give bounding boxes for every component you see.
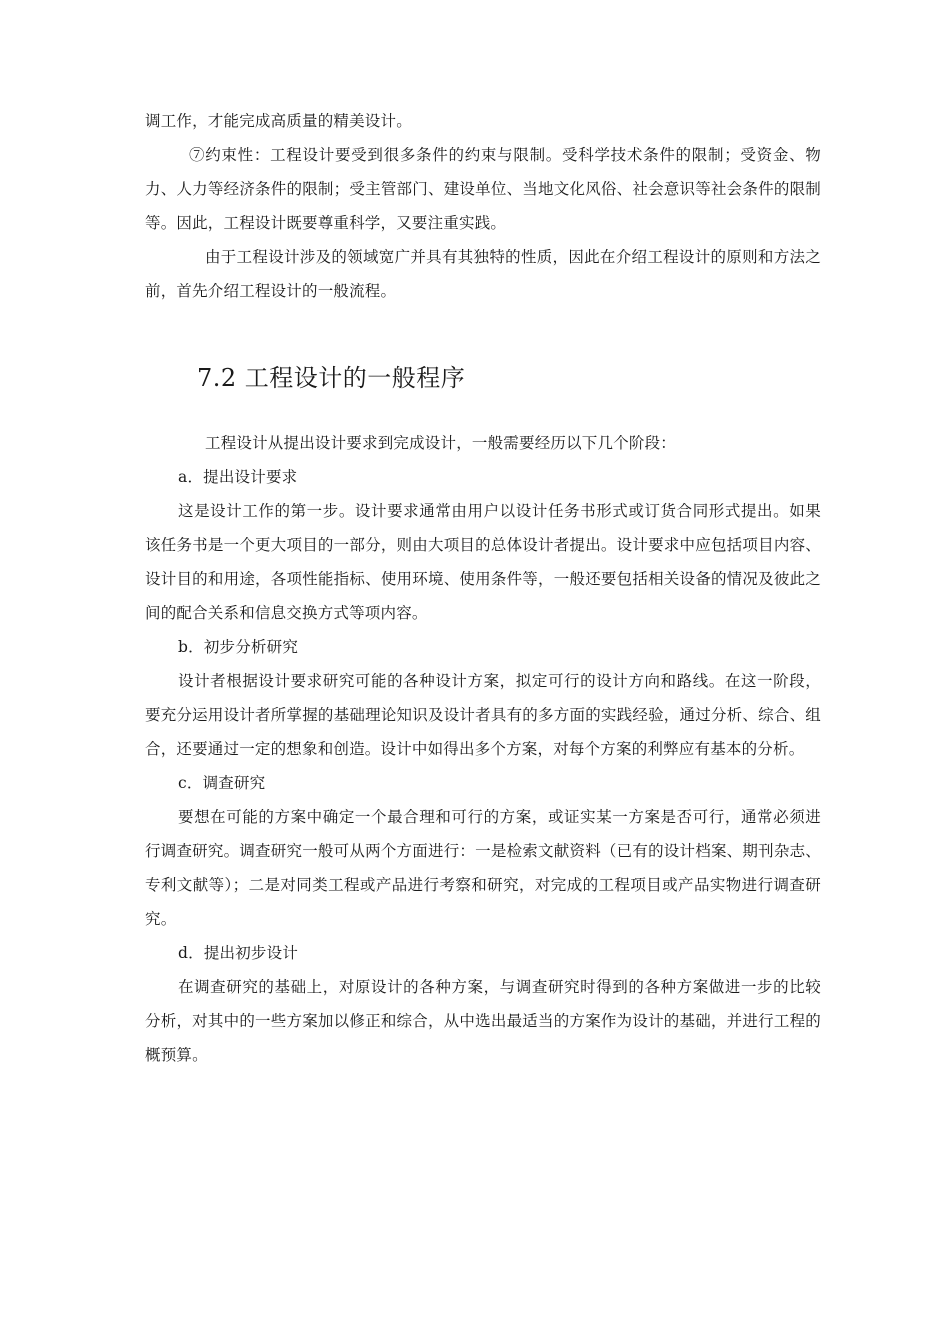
section-spacer	[145, 308, 821, 360]
stage-label-b: b．初步分析研究	[178, 638, 299, 656]
stage-text-d: 在调查研究的基础上，对原设计的各种方案，与调查研究时得到的各种方案做进一步的比较分析，对其中的一些方案加以修正和综合，从中选出最适当的方案作为设计的基础，并进行工程的概预算。	[145, 978, 821, 1064]
page-content	[145, 104, 821, 1072]
heading-spacer	[145, 396, 821, 426]
stage-text-a: 这是设计工作的第一步。设计要求通常由用户以设计任务书形式或订货合同形式提出。如果该任务书是一个更大项目的一部分，则由大项目的总体设计者提出。设计要求中应包括项目内容、设计目的和用途，各项性能指标、使用环境、使用条件等，一般还要包括相关设备的情况及彼此之间的配合关系和信息交换方式等项内容。	[145, 502, 821, 622]
section-lead: 工程设计从提出设计要求到完成设计，一般需要经历以下几个阶段：	[205, 434, 677, 452]
paragraph-constraint: ⑦约束性：工程设计要受到很多条件的约束与限制。受科学技术条件的限制；受资金、物力、人力等经济条件的限制；受主管部门、建设单位、当地文化风俗、社会意识等社会条件的限制等。因此，工程设计既要尊重科学，又要注重实践。	[145, 146, 821, 232]
paragraph-continuation: 调工作，才能完成高质量的精美设计。	[145, 112, 412, 130]
paragraph-transition: 由于工程设计涉及的领域宽广并具有其独特的性质，因此在介绍工程设计的原则和方法之前，首先介绍工程设计的一般流程。	[145, 248, 821, 300]
stage-text-b: 设计者根据设计要求研究可能的各种设计方案，拟定可行的设计方向和路线。在这一阶段，要充分运用设计者所掌握的基础理论知识及设计者具有的多方面的实践经验，通过分析、综合、组合，还要通过一定的想象和创造。设计中如得出多个方案，对每个方案的利弊应有基本的分析。	[145, 672, 821, 758]
stage-label-d: d．提出初步设计	[178, 944, 299, 962]
stage-text-c: 要想在可能的方案中确定一个最合理和可行的方案，或证实某一方案是否可行，通常必须进行调查研究。调查研究一般可从两个方面进行：一是检索文献资料（已有的设计档案、期刊杂志、专利文献等）；二是对同类工程或产品进行考察和研究，对完成的工程项目或产品实物进行调查研究。	[145, 808, 821, 928]
stage-label-c: c．调查研究	[178, 774, 266, 792]
stage-label-a: a．提出设计要求	[178, 468, 298, 486]
section-heading: 7.2 工程设计的一般程序	[197, 364, 466, 392]
